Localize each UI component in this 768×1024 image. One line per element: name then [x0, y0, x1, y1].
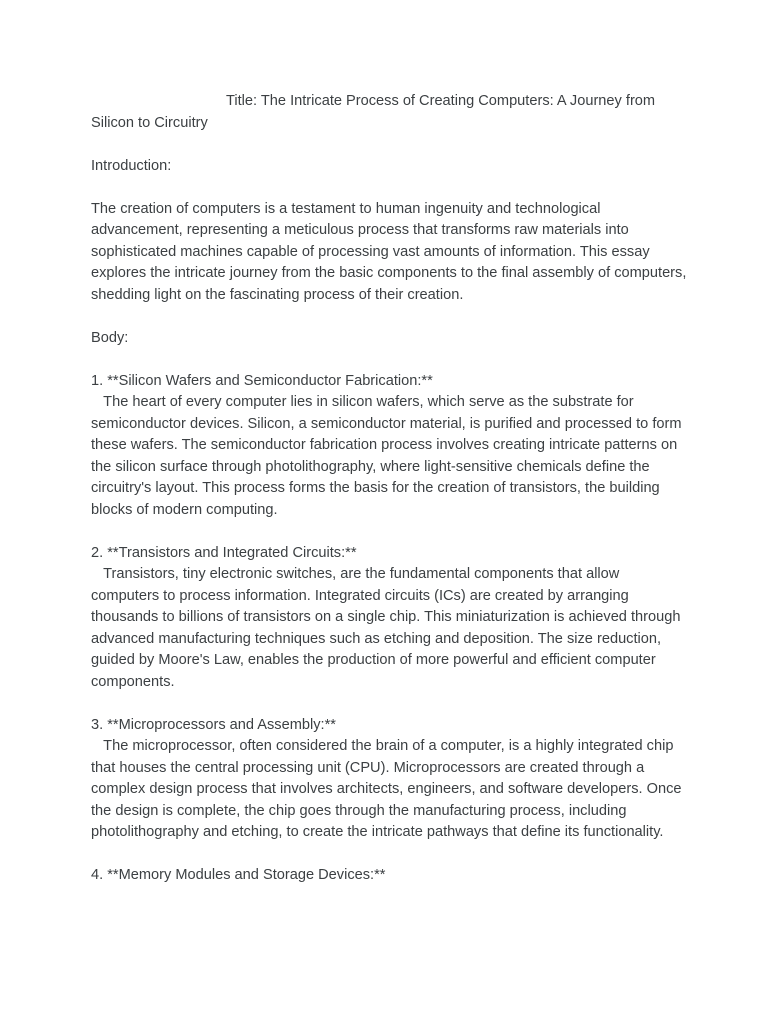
section-heading: 4. **Memory Modules and Storage Devices:** — [91, 867, 386, 883]
section-text: The heart of every computer lies in silicon wafers, which serve as the substrate for semiconductor devices. Silicon, a semiconductor material, is purified and processed to form these wafers. The semiconductor fabrication process involves creating intricate patterns on the silicon surface through photolithography, where light-sensitive chemicals define the circuitry's layout. This process forms the basis for the creation of transistors, the building blocks of modern computing. — [91, 394, 686, 518]
body-heading: Body: — [91, 329, 129, 346]
section-heading: 2. **Transistors and Integrated Circuits:** — [91, 544, 357, 561]
spacer — [91, 844, 691, 866]
spacer — [91, 306, 691, 328]
spacer — [91, 134, 691, 156]
document-title: Title: The Intricate Process of Creating Computers: A Journey from Silicon to Circuitry — [91, 93, 660, 131]
spacer — [91, 693, 691, 715]
intro-heading: Introduction: — [91, 157, 172, 174]
spacer — [91, 521, 691, 543]
document-body — [91, 91, 691, 887]
section-text: Transistors, tiny electronic switches, are the fundamental components that allow computers to process information. Integrated circuits (ICs) are created by arranging thousands to billions of transistors on a single chip. This miniaturization is achieved through advanced manufacturing techniques such as etching and deposition. The size reduction, guided by Moore's Law, enables the production of more powerful and efficient computer components. — [91, 566, 685, 690]
spacer — [91, 177, 691, 199]
section-heading: 3. **Microprocessors and Assembly:** — [91, 716, 336, 733]
spacer — [91, 349, 691, 371]
section-text: The microprocessor, often considered the brain of a computer, is a highly integrated chip that houses the central processing unit (CPU). Microprocessors are created through a complex design process that involves architects, engineers, and software developers. Once the design is complete, the chip goes through the manufacturing process, including photolithography and etching, to create the intricate pathways that define its functionality. — [91, 738, 686, 840]
section-heading: 1. **Silicon Wafers and Semiconductor Fabrication:** — [91, 372, 433, 389]
intro-paragraph: The creation of computers is a testament to human ingenuity and technological advancement, representing a meticulous process that transforms raw materials into sophisticated machines capable of processing vast amounts of information. This essay explores the intricate journey from the basic components to the final assembly of computers, shedding light on the fascinating process of their creation. — [91, 200, 691, 303]
